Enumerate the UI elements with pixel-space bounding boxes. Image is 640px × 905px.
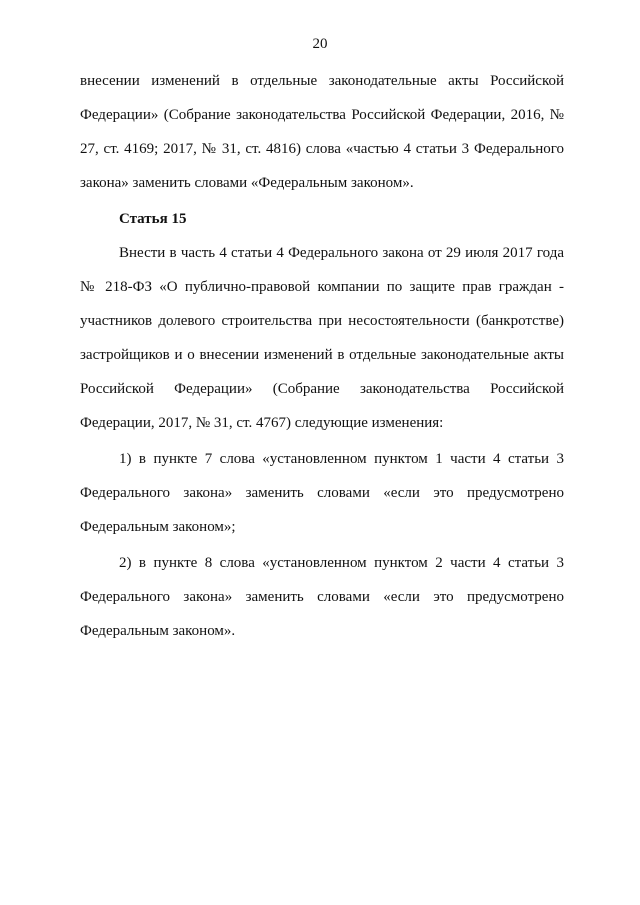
paragraph-item-2: 2) в пункте 8 слова «установленном пунктом 2 части 4 статьи 3 Федерального закона» заменить словами «если это предусмотрено Федеральным законом». — [80, 555, 564, 639]
article-heading: Статья 15 — [119, 211, 187, 227]
document-body — [80, 64, 564, 648]
page-number: 20 — [312, 36, 328, 52]
paragraph-continuation: внесении изменений в отдельные законодательные акты Российской Федерации» (Собрание законодательства Российской Федерации, 2016, № 27, ст. 4169; 2017, № 31, ст. 4816) слова «частью 4 статьи 3 Федерального закона» заменить словами «Федеральным законом». — [80, 73, 564, 191]
paragraph-item-1: 1) в пункте 7 слова «установленном пунктом 1 части 4 статьи 3 Федерального закона» заменить словами «если это предусмотрено Федеральным законом»; — [80, 451, 564, 535]
paragraph-article-intro: Внести в часть 4 статьи 4 Федерального закона от 29 июля 2017 года № 218-ФЗ «О публично-правовой компании по защите прав граждан - участников долевого строительства при несостоятельности (банкротстве) застройщиков и о внесении изменений в отдельные законодательные акты Российской Федерации» (Собрание законодательства Российской Федерации, 2017, № 31, ст. 4767) следующие изменения: — [80, 245, 564, 431]
